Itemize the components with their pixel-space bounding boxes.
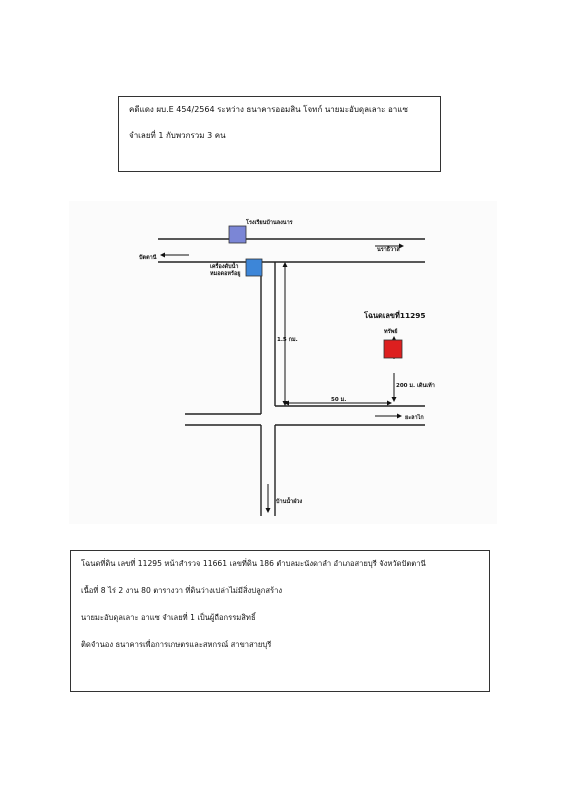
label-deed-title: โฉนดเลขที่11295 xyxy=(364,311,426,320)
label-to-ban-nam: บ้านน้ำฝ่วง xyxy=(276,499,303,505)
label-dist-side: 50 ม. xyxy=(331,397,347,403)
label-to-pattani: ปัตตานี xyxy=(139,255,157,261)
property-details-box xyxy=(70,550,490,692)
case-number-line: คดีแดง ผบ.E 454/2564 ระหว่าง ธนาคารออมสิน โจทก์ นายมะอับดุลเลาะ อาแซ xyxy=(129,105,408,114)
area-line: เนื้อที่ 8 ไร่ 2 งาน 80 ตารางวา ที่ดินว่างเปล่าไม่มีสิ่งปลูกสร้าง xyxy=(81,585,283,595)
owner-line: นายมะอับดุลเลาะ อาแซ จำเลยที่ 1 เป็นผู้ถือกรรมสิทธิ์ xyxy=(81,612,256,622)
defendant-line: จำเลยที่ 1 กับพวกรวม 3 คน xyxy=(129,131,226,141)
label-dist-property: 200 ม. เดินเท้า xyxy=(396,383,435,389)
label-gas-station-2: หมอดอหร้อยู xyxy=(210,271,241,277)
label-property: ทรัพย์ xyxy=(384,329,398,335)
case-header-box xyxy=(118,96,441,172)
direction-arrows xyxy=(160,244,404,514)
property-marker xyxy=(384,340,402,358)
deed-details-line: โฉนดที่ดิน เลขที่ 11295 หน้าสำรวจ 11661 เลขที่ดิน 186 ตำบลมะนังดาลำ อำเภอสายบุรี จังหวัดปัตตานี xyxy=(81,559,426,568)
mortgage-line: ติดจำนอง ธนาคารเพื่อการเกษตรและสหกรณ์ สาขาสายบุรี xyxy=(81,639,272,649)
label-dist-road: 1.5 กม. xyxy=(277,337,298,343)
label-to-narathiwat: นราธิวาส xyxy=(377,247,400,253)
road-lines xyxy=(158,239,425,516)
label-gas-station-1: เครื่องดับน้ำ xyxy=(210,264,239,270)
label-school: โรงเรียนบ้านลงนาร xyxy=(246,220,293,226)
gas-station-marker xyxy=(246,259,262,276)
location-map xyxy=(69,201,497,524)
school-marker xyxy=(229,226,246,243)
label-to-yala: ยะลาไก xyxy=(405,415,424,421)
